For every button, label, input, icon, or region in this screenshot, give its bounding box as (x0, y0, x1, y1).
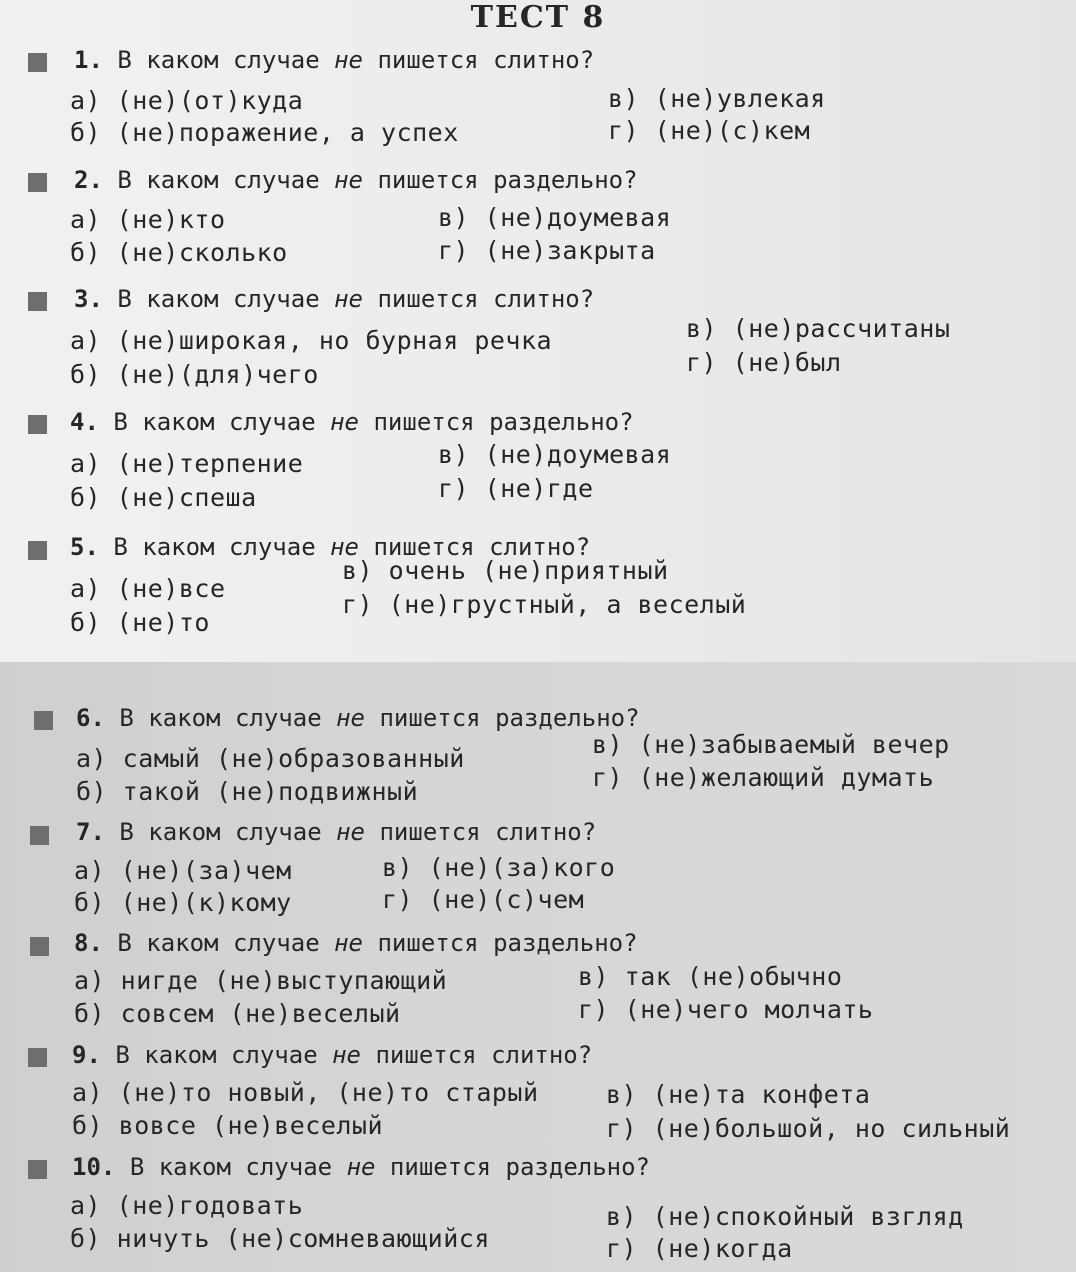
option-v: в) (не)рассчитаны (686, 314, 951, 343)
particle-ne: не (330, 408, 360, 436)
question-number: 3. (74, 285, 103, 313)
question-stem: В каком случае (113, 533, 316, 561)
question-stem: В каком случае (117, 929, 320, 957)
question-stem: В каком случае (115, 1041, 318, 1069)
option-b: б) (не)то (70, 608, 210, 637)
option-g: г) (не)(с)кем (608, 116, 811, 145)
question-marker-icon (28, 53, 47, 72)
option-v: в) (не)увлекая (608, 84, 826, 113)
option-b: б) (не)спеша (70, 483, 257, 512)
question-number: 6. (76, 704, 105, 732)
question-number: 5. (70, 533, 99, 561)
particle-ne: не (346, 1153, 376, 1181)
question-1-text (74, 46, 594, 74)
question-ending: пишется слитно? (377, 46, 595, 74)
question-stem: В каком случае (117, 166, 320, 194)
question-ending: пишется раздельно? (377, 929, 638, 957)
option-b: б) (не)(к)кому (74, 888, 292, 917)
question-stem: В каком случае (119, 818, 322, 846)
question-3-text (74, 285, 594, 313)
option-a: а) (не)терпение (70, 449, 304, 478)
option-b: б) (не)(для)чего (70, 360, 319, 389)
particle-ne: не (334, 929, 364, 957)
option-v: в) (не)забываемый вечер (592, 730, 950, 759)
question-stem: В каком случае (117, 285, 320, 313)
option-g: г) (не)закрыта (438, 236, 656, 265)
option-g: г) (не)чего молчать (578, 995, 874, 1024)
option-b: б) совсем (не)веселый (74, 999, 401, 1028)
question-number: 2. (74, 166, 103, 194)
question-ending: пишется раздельно? (389, 1153, 651, 1181)
option-v: в) (не)доумевая (438, 203, 672, 232)
question-stem: В каком случае (113, 408, 316, 436)
option-b: б) вовсе (не)веселый (72, 1111, 384, 1140)
question-stem: В каком случае (119, 704, 322, 732)
question-7-text (76, 818, 596, 846)
question-number: 10. (72, 1153, 116, 1181)
option-a: а) самый (не)образованный (76, 744, 465, 773)
question-4-text (70, 408, 634, 436)
option-b: б) ничуть (не)сомневающийся (70, 1224, 490, 1253)
option-a: а) (не)все (70, 574, 226, 603)
option-v: в) (не)(за)кого (382, 853, 616, 882)
question-marker-icon (30, 826, 49, 845)
question-ending: пишется слитно? (379, 818, 597, 846)
option-g: г) (не)где (438, 474, 594, 503)
option-a: а) (не)то новый, (не)то старый (72, 1078, 539, 1107)
option-g: г) (не)большой, но сильный (606, 1114, 1011, 1143)
question-8-text (74, 929, 638, 957)
question-marker-icon (28, 1160, 47, 1179)
option-g: г) (не)был (686, 348, 842, 377)
particle-ne: не (332, 1041, 362, 1069)
particle-ne: не (330, 533, 360, 561)
question-marker-icon (28, 415, 47, 434)
question-ending: пишется раздельно? (379, 704, 640, 732)
option-v: в) (не)спокойный взгляд (606, 1202, 964, 1231)
question-marker-icon (28, 292, 47, 311)
option-a: а) (не)(за)чем (74, 856, 292, 885)
question-number: 4. (70, 408, 99, 436)
question-9-text (72, 1041, 592, 1069)
option-a: а) нигде (не)выступающий (74, 966, 448, 995)
option-v: в) так (не)обычно (578, 962, 843, 991)
question-stem: В каком случае (117, 46, 320, 74)
question-ending: пишется раздельно? (377, 166, 638, 194)
option-g: г) (не)когда (606, 1234, 793, 1263)
option-g: г) (не)(с)чем (382, 885, 585, 914)
question-ending: пишется раздельно? (373, 408, 634, 436)
page-title: ТЕСТ 8 (470, 0, 606, 35)
question-number: 8. (74, 929, 103, 957)
question-6-text (76, 704, 640, 732)
particle-ne: не (334, 46, 364, 74)
option-v: в) очень (не)приятный (342, 556, 669, 585)
option-a: а) (не)(от)куда (70, 86, 304, 115)
question-ending: пишется слитно? (373, 533, 591, 561)
question-number: 7. (76, 818, 105, 846)
option-g: г) (не)грустный, а веселый (342, 590, 747, 619)
question-10-text (72, 1153, 650, 1181)
option-a: а) (не)широкая, но бурная речка (70, 326, 553, 355)
particle-ne: не (334, 285, 364, 313)
question-2-text (74, 166, 638, 194)
question-stem: В каком случае (129, 1153, 333, 1181)
option-a: а) (не)кто (70, 205, 226, 234)
option-v: в) (не)доумевая (438, 440, 672, 469)
question-ending: пишется слитно? (375, 1041, 593, 1069)
option-b: б) такой (не)подвижный (76, 777, 419, 806)
option-g: г) (не)желающий думать (592, 763, 935, 792)
question-marker-icon (28, 541, 47, 560)
question-number: 9. (72, 1041, 101, 1069)
option-v: в) (не)та конфета (606, 1080, 871, 1109)
option-b: б) (не)поражение, а успех (70, 118, 459, 147)
particle-ne: не (336, 704, 366, 732)
particle-ne: не (336, 818, 366, 846)
option-a: а) (не)годовать (70, 1191, 304, 1220)
question-number: 1. (74, 46, 103, 74)
question-marker-icon (34, 711, 53, 730)
question-marker-icon (28, 173, 47, 192)
question-ending: пишется слитно? (377, 285, 595, 313)
question-marker-icon (28, 1048, 47, 1067)
particle-ne: не (334, 166, 364, 194)
option-b: б) (не)сколько (70, 238, 288, 267)
question-marker-icon (30, 937, 49, 956)
